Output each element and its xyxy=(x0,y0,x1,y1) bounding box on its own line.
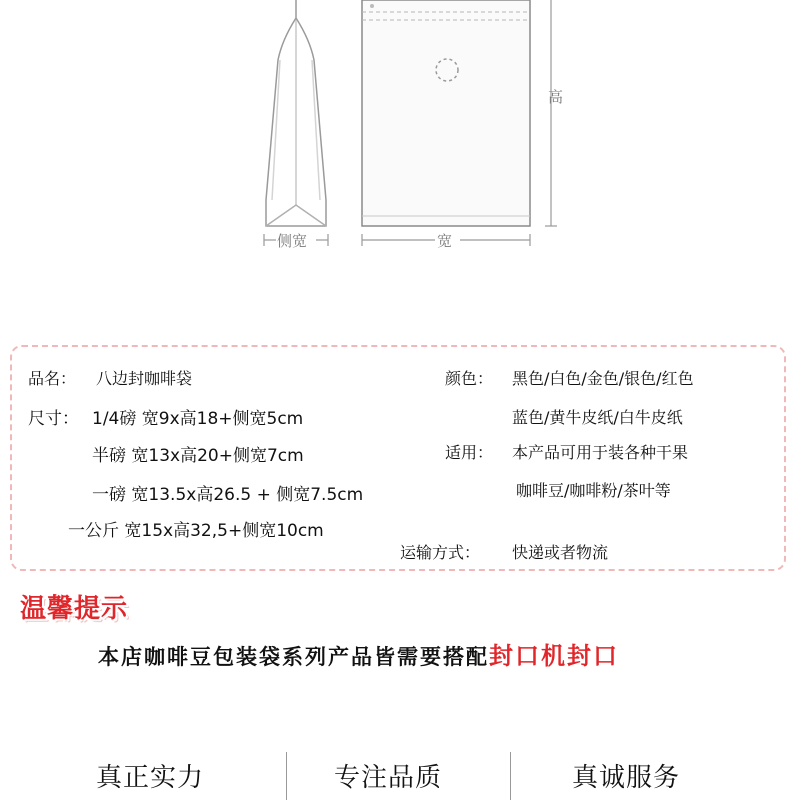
notice-highlight-text: 封口机封口 xyxy=(489,642,619,670)
shipping-value: 快递或者物流 xyxy=(512,543,609,562)
footer-item-strength: 真正实力 xyxy=(96,763,205,793)
size-one-kilogram: 一公斤 宽15x高32,5+侧宽10cm xyxy=(68,521,324,541)
product-name-label: 品名： xyxy=(28,369,77,388)
notice-main-text: 本店咖啡豆包装袋系列产品皆需要搭配 xyxy=(98,645,489,669)
sealing-notice xyxy=(98,636,619,671)
size-half-pound: 半磅 宽13x高20+侧宽7cm xyxy=(92,446,304,466)
use-line-2: 咖啡豆/咖啡粉/茶叶等 xyxy=(516,481,671,500)
width-label: 宽 xyxy=(437,232,453,250)
product-name-value: 八边封咖啡袋 xyxy=(96,369,193,388)
use-label: 适用： xyxy=(445,443,494,462)
size-quarter-pound: 1/4磅 宽9x高18+侧宽5cm xyxy=(92,409,304,429)
color-line-1: 黑色/白色/金色/银色/红色 xyxy=(512,369,694,388)
color-line-2: 蓝色/黄牛皮纸/白牛皮纸 xyxy=(512,408,683,427)
footer-item-quality: 专注品质 xyxy=(334,763,443,793)
footer-divider xyxy=(286,752,287,800)
color-label: 颜色： xyxy=(445,369,494,388)
bag-dimension-diagram xyxy=(0,0,800,260)
side-width-label: 侧宽 xyxy=(277,232,308,250)
shipping-label: 运输方式： xyxy=(400,543,481,562)
bag-front-view xyxy=(362,0,530,226)
size-label: 尺寸： xyxy=(28,409,79,429)
height-dimension xyxy=(545,0,557,226)
bag-side-view xyxy=(266,0,326,226)
footer-divider xyxy=(510,752,511,800)
size-one-pound: 一磅 宽13.5x高26.5 + 侧宽7.5cm xyxy=(92,485,364,505)
footer-item-service: 真诚服务 xyxy=(572,763,681,793)
use-line-1: 本产品可用于装各种干果 xyxy=(512,443,689,462)
height-label: 高 xyxy=(548,88,564,106)
tip-title: 温馨提示 xyxy=(20,594,129,624)
